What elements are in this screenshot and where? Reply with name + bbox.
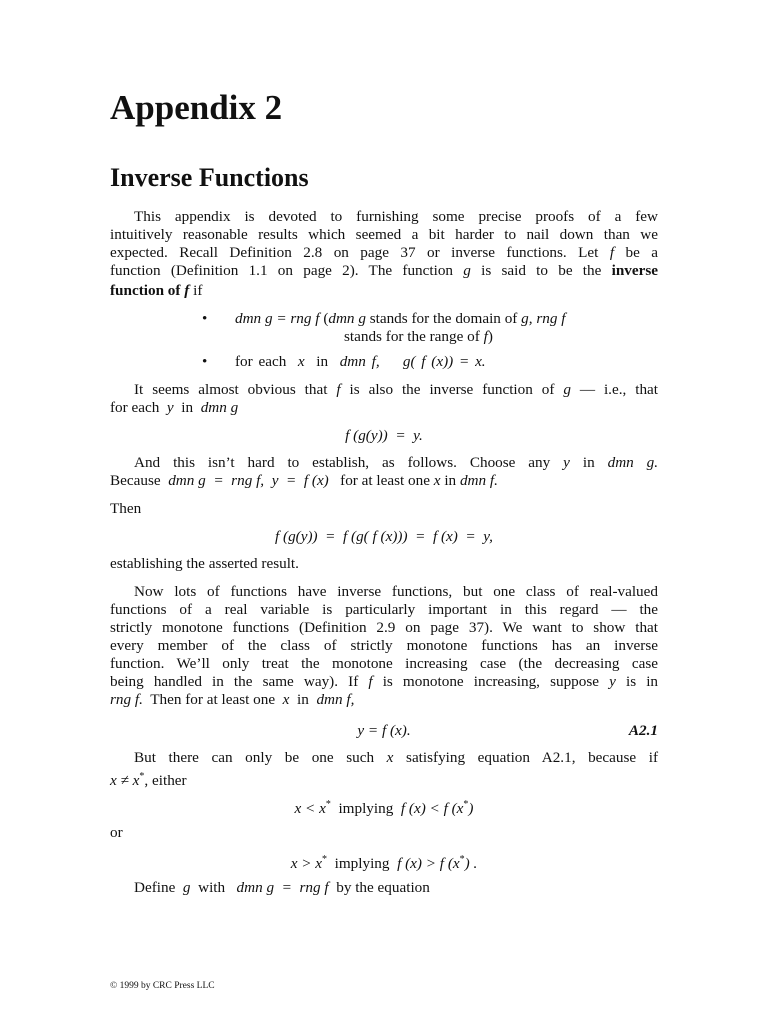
equation-chain: f (g(y)) = f (g( f (x))) = f (x) = y, (275, 528, 493, 545)
establishing-line: establishing the asserted result. (110, 555, 299, 572)
paragraph-4-line-2: functions of a real variable is particularly important in this regard — the (110, 601, 658, 618)
then-line: Then (110, 500, 142, 517)
paragraph-4-line-6: being handled in the same way). If f is monotone increasing, suppose y is in (110, 673, 659, 690)
define-line: Define g with dmn g = rng f by the equation (134, 879, 430, 896)
paragraph-1-line-5: function of f if (110, 282, 203, 299)
copyright-footer: © 1999 by CRC Press LLC (110, 981, 215, 991)
paragraph-3-line-2: Because dmn g = rng f, y = f (x) for at least one x in dmn f. (110, 472, 498, 489)
paragraph-4-line-1: Now lots of functions have inverse functions, but one class of real-valued (134, 583, 658, 600)
bullet-1-line-2: stands for the range of f) (344, 328, 493, 345)
paragraph-1-line-4: function (Definition 1.1 on page 2). The function g is said to be the inverse (110, 262, 659, 279)
paragraph-1-line-3: expected. Recall Definition 2.8 on page 37 or inverse functions. Let f be a (110, 244, 659, 261)
section-title: Inverse Functions (110, 163, 309, 192)
case-less-than: x < x* implying f (x) < f (x*) (294, 799, 474, 818)
bullet-2-marker: • (202, 353, 208, 370)
paragraph-5-line-1: But there can only be one such x satisfying equation A2.1, because if (134, 749, 659, 766)
paragraph-5-line-2: x ≠ x*, either (110, 771, 187, 790)
or-line: or (110, 824, 123, 841)
paragraph-1-line-2: intuitively reasonable results which seemed a bit harder to nail down than we (110, 226, 658, 243)
paragraph-4-line-5: function. We’ll only treat the monotone increasing case (the decreasing case (110, 655, 658, 672)
paragraph-4-line-7: rng f. Then for at least one x in dmn f, (110, 691, 355, 708)
equation-a21-label: A2.1 (628, 722, 658, 739)
bullet-1-line-1: dmn g = rng f (dmn g stands for the domain of g, rng f (235, 310, 566, 327)
case-greater-than: x > x* implying f (x) > f (x*) . (290, 854, 478, 873)
paragraph-4-line-3: strictly monotone functions (Definition 2.9 on page 37). We want to show that (110, 619, 658, 636)
paragraph-1-line-1: This appendix is devoted to furnishing some precise proofs of a few (134, 208, 658, 225)
equation-a21: y = f (x). (357, 722, 411, 739)
paragraph-4-line-4: every member of the class of strictly monotone functions has an inverse (110, 637, 658, 654)
paragraph-2-line-1: It seems almost obvious that f is also the inverse function of g — i.e., that (134, 381, 658, 398)
chapter-title: Appendix 2 (110, 88, 283, 127)
bullet-2-line: for each x in dmn f, g( f (x)) = x. (235, 353, 486, 370)
bullet-1-marker: • (202, 310, 208, 327)
equation-fgy: f (g(y)) = y. (345, 427, 423, 444)
paragraph-2-line-2: for each y in dmn g (110, 399, 239, 416)
paragraph-3-line-1: And this isn’t hard to establish, as follows. Choose any y in dmn g. (134, 454, 659, 471)
